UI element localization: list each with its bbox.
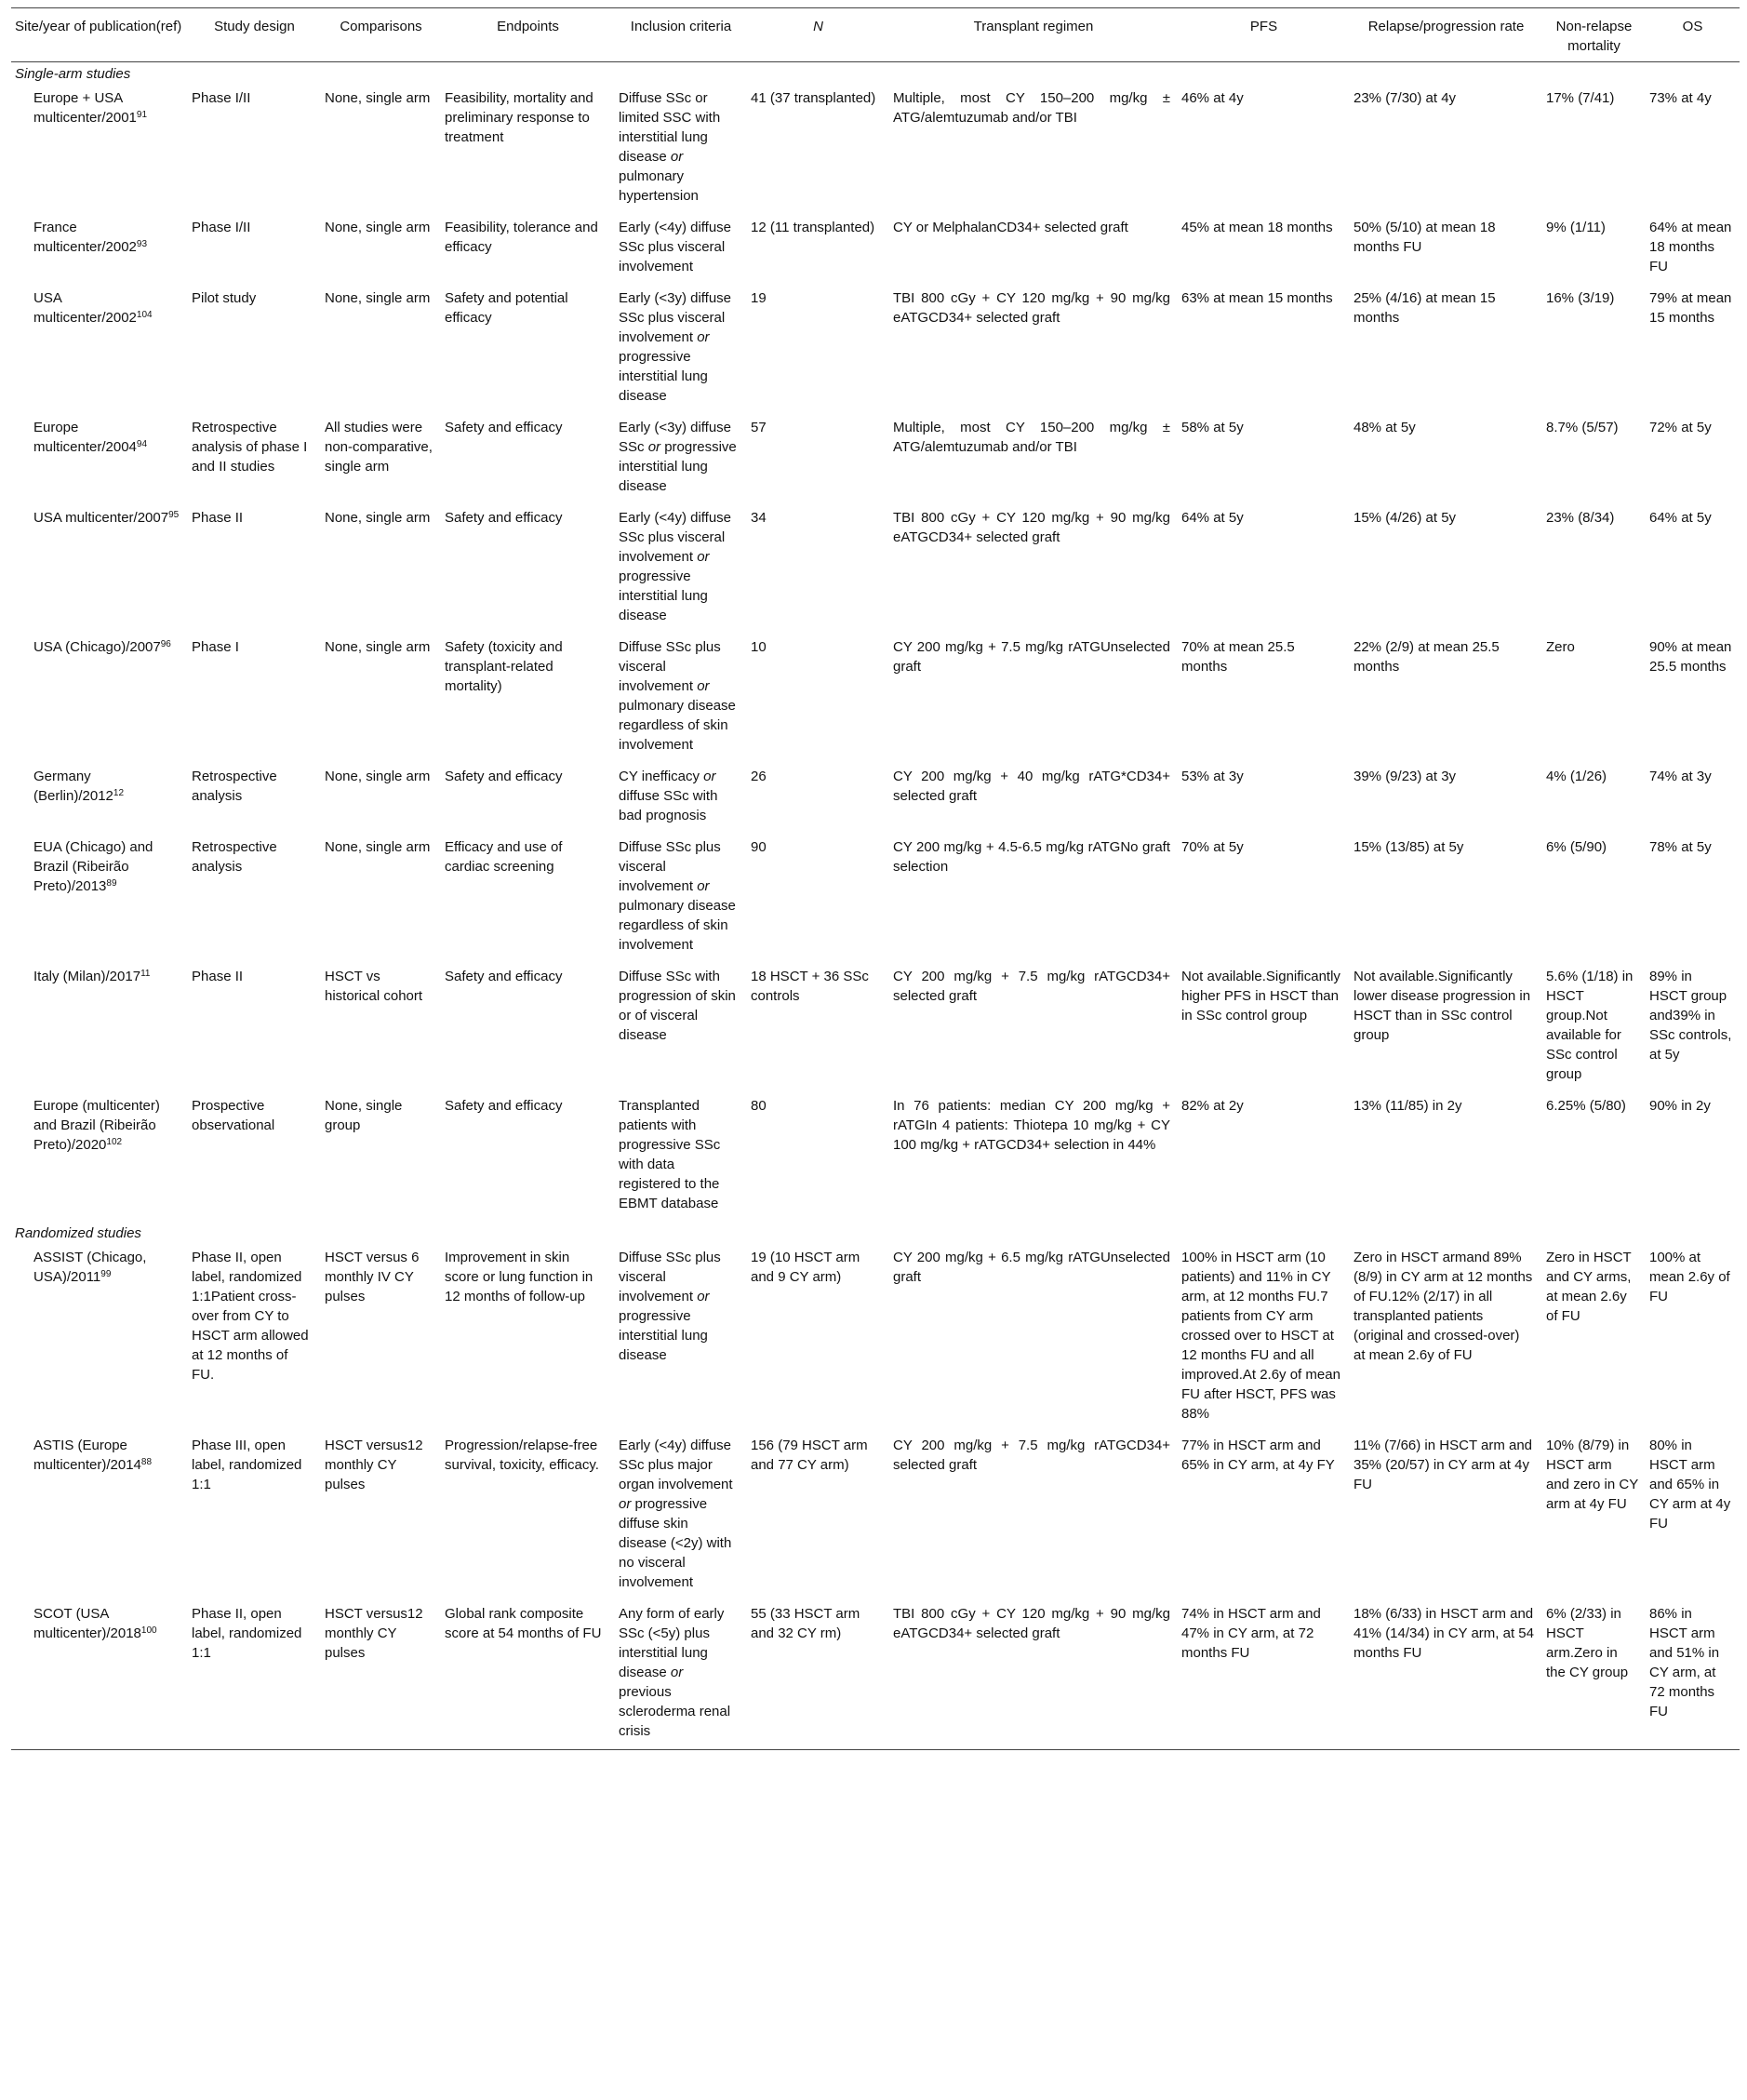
- cell-os: 90% in 2y: [1649, 1098, 1711, 1114]
- inclusion-text: Early (<3y) diffuse SSc: [619, 420, 732, 455]
- inclusion-alt-text: progressive interstitial lung disease: [619, 349, 708, 404]
- cell-site: [11, 963, 188, 1092]
- cell-site: [11, 1432, 188, 1600]
- table-header: [11, 8, 1740, 62]
- table-row: [11, 414, 1740, 504]
- cell-regimen: TBI 800 cGy + CY 120 mg/kg + 90 mg/kg eATGCD34+ selected graft: [893, 290, 1170, 326]
- cell-nrm: 5.6% (1/18) in HSCT group.Not available for SSc control group: [1546, 969, 1634, 1082]
- cell-n: 34: [751, 510, 767, 526]
- table-row: [11, 85, 1740, 214]
- section-row: [11, 1222, 1740, 1244]
- cell-endpoints: Safety (toxicity and transplant-related mortality): [445, 639, 563, 694]
- cell-os: 80% in HSCT arm and 65% in CY arm at 4y FU: [1649, 1438, 1731, 1532]
- inclusion-text: Early (<4y) diffuse SSc plus visceral involvement: [619, 220, 732, 274]
- cell-inclusion: [615, 763, 747, 834]
- cell-endpoints: Safety and efficacy: [445, 1098, 563, 1114]
- cell-n: 55 (33 HSCT arm and 32 CY rm): [747, 1600, 889, 1750]
- section-title: Single-arm studies: [15, 66, 131, 82]
- cell-nrm: Zero in HSCT and CY arms, at mean 2.6y of FU: [1546, 1250, 1632, 1324]
- cell-regimen: CY 200 mg/kg + 4.5-6.5 mg/kg rATGNo graft selection: [893, 839, 1170, 875]
- header-n: N: [747, 8, 889, 62]
- cell-n: 90: [751, 839, 767, 855]
- cell-nrm: 8.7% (5/57): [1546, 420, 1619, 435]
- cell-comparisons: HSCT vs historical cohort: [325, 969, 423, 1004]
- or-word: or: [703, 769, 716, 784]
- inclusion-text: Diffuse SSc plus visceral involvement: [619, 639, 721, 694]
- site-text: Europe + USA multicenter/2001: [33, 90, 137, 126]
- cell-n: 57: [751, 420, 767, 435]
- reference-number: 96: [160, 639, 171, 649]
- cell-nrm: 6.25% (5/80): [1546, 1098, 1626, 1114]
- cell-relapse: 18% (6/33) in HSCT arm and 41% (14/34) in CY arm, at 54 months FU: [1350, 1600, 1542, 1750]
- cell-nrm: 17% (7/41): [1546, 90, 1615, 106]
- cell-regimen: CY or MelphalanCD34+ selected graft: [893, 220, 1128, 235]
- cell-regimen: TBI 800 cGy + CY 120 mg/kg + 90 mg/kg eATGCD34+ selected graft: [893, 510, 1170, 545]
- cell-pfs: 70% at mean 25.5 months: [1181, 639, 1295, 675]
- reference-number: 104: [136, 310, 153, 320]
- site-text: ASSIST (Chicago, USA)/2011: [33, 1250, 147, 1285]
- cell-comparisons: None, single arm: [325, 639, 431, 655]
- cell-os: 78% at 5y: [1649, 839, 1712, 855]
- cell-nrm: 9% (1/11): [1546, 220, 1606, 235]
- cell-site: [11, 85, 188, 214]
- cell-inclusion: [615, 214, 747, 285]
- cell-regimen: CY 200 mg/kg + 7.5 mg/kg rATGUnselected graft: [893, 639, 1170, 675]
- cell-os: 79% at mean 15 months: [1649, 290, 1732, 326]
- table-row: [11, 1432, 1740, 1600]
- cell-design: Phase I/II: [192, 220, 251, 235]
- cell-endpoints: Global rank composite score at 54 months of FU: [441, 1600, 615, 1750]
- cell-n: 18 HSCT + 36 SSc controls: [751, 969, 869, 1004]
- cell-design: Phase II, open label, randomized 1:1: [188, 1600, 321, 1750]
- header-pfs: PFS: [1178, 8, 1350, 62]
- inclusion-text: Any form of early SSc (<5y) plus interstitial lung disease: [619, 1606, 725, 1680]
- cell-relapse: 13% (11/85) in 2y: [1354, 1098, 1462, 1114]
- cell-pfs: 45% at mean 18 months: [1181, 220, 1333, 235]
- cell-regimen: CY 200 mg/kg + 7.5 mg/kg rATGCD34+ selected graft: [893, 1438, 1170, 1473]
- cell-n: 80: [751, 1098, 767, 1114]
- inclusion-alt-text: progressive interstitial lung disease: [619, 1308, 708, 1363]
- header-os: OS: [1646, 8, 1740, 62]
- cell-design: Phase II: [192, 969, 244, 984]
- cell-comparisons: None, single arm: [325, 510, 431, 526]
- cell-relapse: 15% (4/26) at 5y: [1354, 510, 1457, 526]
- cell-pfs: 46% at 4y: [1181, 90, 1244, 106]
- cell-endpoints: Feasibility, mortality and preliminary response to treatment: [445, 90, 593, 145]
- cell-regimen: Multiple, most CY 150–200 mg/kg ± ATG/alemtuzumab and/or TBI: [893, 420, 1170, 455]
- reference-number: 12: [113, 788, 125, 798]
- site-text: SCOT (USA multicenter)/2018: [33, 1606, 141, 1641]
- cell-design: Phase III, open label, randomized 1:1: [192, 1438, 302, 1492]
- cell-pfs: 58% at 5y: [1181, 420, 1244, 435]
- or-word: or: [697, 549, 710, 565]
- or-word: or: [697, 678, 710, 694]
- site-text: EUA (Chicago) and Brazil (Ribeirão Preto)/2013: [33, 839, 153, 894]
- cell-site: [11, 214, 188, 285]
- cell-site: [11, 634, 188, 763]
- cell-inclusion: [615, 634, 747, 763]
- cell-os: 100% at mean 2.6y of FU: [1649, 1250, 1730, 1304]
- or-word: or: [697, 878, 710, 894]
- cell-site: [11, 504, 188, 634]
- cell-site: [11, 763, 188, 834]
- inclusion-text: Diffuse SSc or limited SSC with interstitial lung disease: [619, 90, 721, 165]
- header-inclusion: Inclusion criteria: [615, 8, 747, 62]
- reference-number: 88: [140, 1457, 153, 1467]
- table-body: [11, 62, 1740, 1750]
- reference-number: 95: [168, 510, 180, 520]
- cell-pfs: 63% at mean 15 months: [1181, 290, 1333, 306]
- cell-pfs: 82% at 2y: [1181, 1098, 1244, 1114]
- table-row: [11, 1092, 1740, 1222]
- reference-number: 100: [140, 1625, 157, 1636]
- cell-relapse: 15% (13/85) at 5y: [1354, 839, 1464, 855]
- cell-comparisons: None, single arm: [325, 290, 431, 306]
- cell-inclusion: [615, 963, 747, 1092]
- cell-site: [11, 1244, 188, 1432]
- header-endpoints: Endpoints: [441, 8, 615, 62]
- inclusion-alt-text: progressive diffuse skin disease (<2y) with no visceral involvement: [619, 1496, 732, 1590]
- reference-number: 94: [136, 439, 148, 449]
- cell-pfs: 64% at 5y: [1181, 510, 1244, 526]
- cell-relapse: 22% (2/9) at mean 25.5 months: [1354, 639, 1500, 675]
- cell-relapse: 23% (7/30) at 4y: [1354, 90, 1457, 106]
- table-row: [11, 214, 1740, 285]
- cell-regimen: Multiple, most CY 150–200 mg/kg ± ATG/alemtuzumab and/or TBI: [893, 90, 1170, 126]
- table-row: [11, 634, 1740, 763]
- cell-inclusion: [615, 1432, 747, 1600]
- cell-endpoints: Safety and efficacy: [445, 510, 563, 526]
- inclusion-alt-text: progressive interstitial lung disease: [619, 439, 737, 494]
- or-word: or: [647, 439, 661, 455]
- cell-regimen: In 76 patients: median CY 200 mg/kg + rATGIn 4 patients: Thiotepa 10 mg/kg + CY 100 mg/kg + rATGCD34+ selection in 44%: [893, 1098, 1170, 1153]
- cell-relapse: Not available.Significantly lower disease progression in HSCT than in SSc control group: [1354, 969, 1531, 1043]
- cell-regimen: TBI 800 cGy + CY 120 mg/kg + 90 mg/kg eATGCD34+ selected graft: [889, 1600, 1178, 1750]
- header-relapse: Relapse/progression rate: [1350, 8, 1542, 62]
- cell-n: 19 (10 HSCT arm and 9 CY arm): [751, 1250, 860, 1285]
- table-row: [11, 504, 1740, 634]
- cell-pfs: 70% at 5y: [1181, 839, 1244, 855]
- table-row: [11, 285, 1740, 414]
- reference-number: 93: [136, 239, 148, 249]
- inclusion-text: Diffuse SSc with progression of skin or of visceral disease: [619, 969, 736, 1043]
- cell-inclusion: [615, 285, 747, 414]
- reference-number: 91: [136, 110, 148, 120]
- cell-pfs: 77% in HSCT arm and 65% in CY arm, at 4y FY: [1181, 1438, 1335, 1473]
- cell-comparisons: HSCT versus12 monthly CY pulses: [321, 1600, 441, 1750]
- cell-endpoints: Safety and efficacy: [445, 420, 563, 435]
- cell-endpoints: Safety and efficacy: [445, 769, 563, 784]
- cell-design: Pilot study: [192, 290, 257, 306]
- cell-pfs: Not available.Significantly higher PFS in HSCT than in SSc control group: [1181, 969, 1340, 1023]
- cell-endpoints: Efficacy and use of cardiac screening: [445, 839, 563, 875]
- inclusion-text: Early (<4y) diffuse SSc plus visceral involvement: [619, 510, 732, 565]
- table-row: [11, 963, 1740, 1092]
- header-nrm: Non-relapse mortality: [1542, 8, 1646, 62]
- cell-os: 64% at mean 18 months FU: [1649, 220, 1732, 274]
- cell-inclusion: [615, 414, 747, 504]
- cell-n: 10: [751, 639, 767, 655]
- cell-endpoints: Progression/relapse-free survival, toxicity, efficacy.: [445, 1438, 599, 1473]
- cell-relapse: 25% (4/16) at mean 15 months: [1354, 290, 1496, 326]
- cell-design: Retrospective analysis: [192, 769, 277, 804]
- site-text: USA (Chicago)/2007: [33, 639, 161, 655]
- cell-comparisons: None, single arm: [325, 90, 431, 106]
- inclusion-alt-text: diffuse SSc with bad prognosis: [619, 788, 718, 823]
- site-text: ASTIS (Europe multicenter)/2014: [33, 1438, 141, 1473]
- inclusion-text: Early (<4y) diffuse SSc plus major organ involvement: [619, 1438, 733, 1492]
- cell-os: 89% in HSCT group and39% in SSc controls, at 5y: [1649, 969, 1732, 1063]
- or-word: or: [670, 149, 684, 165]
- cell-n: 156 (79 HSCT arm and 77 CY arm): [751, 1438, 868, 1473]
- cell-os: 73% at 4y: [1649, 90, 1712, 106]
- inclusion-alt-text: previous scleroderma renal crisis: [619, 1684, 731, 1739]
- cell-relapse: 39% (9/23) at 3y: [1354, 769, 1457, 784]
- cell-site: [11, 1092, 188, 1222]
- header-regimen: Transplant regimen: [889, 8, 1178, 62]
- inclusion-text: Transplanted patients with progressive SSc with data registered to the EBMT database: [619, 1098, 721, 1211]
- inclusion-alt-text: pulmonary hypertension: [619, 168, 699, 204]
- cell-design: Phase I/II: [192, 90, 251, 106]
- cell-design: Phase II, open label, randomized 1:1Patient cross-over from CY to HSCT arm allowed at 12 months of FU.: [192, 1250, 309, 1383]
- table-row: [11, 763, 1740, 834]
- cell-pfs: 74% in HSCT arm and 47% in CY arm, at 72 months FU: [1178, 1600, 1350, 1750]
- or-word: or: [697, 329, 710, 345]
- cell-nrm: 23% (8/34): [1546, 510, 1615, 526]
- table-row: [11, 1244, 1740, 1432]
- cell-relapse: Zero in HSCT armand 89% (8/9) in CY arm at 12 months of FU.12% (2/17) in all transplanted patients (original and crossed-over) at mean 2.6y of FU: [1354, 1250, 1533, 1363]
- cell-comparisons: HSCT versus12 monthly CY pulses: [325, 1438, 423, 1492]
- cell-site: [11, 285, 188, 414]
- cell-comparisons: None, single arm: [325, 839, 431, 855]
- cell-inclusion: [615, 504, 747, 634]
- cell-os: 74% at 3y: [1649, 769, 1712, 784]
- cell-endpoints: Feasibility, tolerance and efficacy: [445, 220, 598, 255]
- cell-nrm: 4% (1/26): [1546, 769, 1607, 784]
- studies-table: [11, 7, 1740, 1750]
- cell-comparisons: None, single arm: [325, 769, 431, 784]
- cell-inclusion: [615, 1244, 747, 1432]
- inclusion-text: Diffuse SSc plus visceral involvement: [619, 839, 721, 894]
- cell-design: Prospective observational: [192, 1098, 275, 1133]
- inclusion-text: Diffuse SSc plus visceral involvement: [619, 1250, 721, 1304]
- cell-comparisons: HSCT versus 6 monthly IV CY pulses: [325, 1250, 420, 1304]
- cell-nrm: 6% (2/33) in HSCT arm.Zero in the CY group: [1542, 1600, 1646, 1750]
- site-text: Europe (multicenter) and Brazil (Ribeirão Preto)/2020: [33, 1098, 160, 1153]
- reference-number: 99: [100, 1269, 112, 1279]
- reference-number: 11: [140, 969, 151, 979]
- cell-inclusion: [615, 834, 747, 963]
- cell-design: Retrospective analysis: [192, 839, 277, 875]
- cell-relapse: 11% (7/66) in HSCT arm and 35% (20/57) in CY arm at 4y FU: [1354, 1438, 1533, 1492]
- cell-relapse: 50% (5/10) at mean 18 months FU: [1354, 220, 1496, 255]
- cell-nrm: 16% (3/19): [1546, 290, 1615, 306]
- site-text: Europe multicenter/2004: [33, 420, 137, 455]
- cell-comparisons: All studies were non-comparative, single arm: [325, 420, 433, 475]
- header-comparisons: Comparisons: [321, 8, 441, 62]
- cell-os: 90% at mean 25.5 months: [1649, 639, 1732, 675]
- or-word: or: [619, 1496, 632, 1512]
- cell-os: 86% in HSCT arm and 51% in CY arm, at 72 months FU: [1646, 1600, 1740, 1750]
- section-title: Randomized studies: [15, 1225, 141, 1241]
- inclusion-text: Early (<3y) diffuse SSc plus visceral involvement: [619, 290, 732, 345]
- cell-relapse: 48% at 5y: [1354, 420, 1416, 435]
- cell-endpoints: Improvement in skin score or lung function in 12 months of follow-up: [445, 1250, 593, 1304]
- cell-regimen: CY 200 mg/kg + 7.5 mg/kg rATGCD34+ selected graft: [893, 969, 1170, 1004]
- cell-pfs: 100% in HSCT arm (10 patients) and 11% in CY arm, at 12 months FU.7 patients from CY arm crossed over to HSCT at 12 months FU and all improved.At 2.6y of mean FU after HSCT, PFS was 88%: [1181, 1250, 1340, 1422]
- cell-n: 19: [751, 290, 767, 306]
- site-text: Germany (Berlin)/2012: [33, 769, 113, 804]
- site-text: USA multicenter/2002: [33, 290, 137, 326]
- or-word: or: [697, 1289, 710, 1304]
- cell-inclusion: [615, 1092, 747, 1222]
- cell-os: 64% at 5y: [1649, 510, 1712, 526]
- header-site: Site/year of publication(ref): [11, 8, 188, 62]
- cell-nrm: Zero: [1546, 639, 1575, 655]
- reference-number: 89: [106, 878, 117, 889]
- cell-design: Retrospective analysis of phase I and II studies: [192, 420, 308, 475]
- cell-site: [11, 414, 188, 504]
- cell-nrm: 10% (8/79) in HSCT arm and zero in CY arm at 4y FU: [1546, 1438, 1638, 1512]
- table-row: [11, 834, 1740, 963]
- cell-site: [11, 1600, 188, 1750]
- cell-endpoints: Safety and efficacy: [445, 969, 563, 984]
- table-row: [11, 1600, 1740, 1750]
- cell-n: 12 (11 transplanted): [751, 220, 875, 235]
- or-word: or: [670, 1665, 684, 1680]
- inclusion-alt-text: progressive interstitial lung disease: [619, 568, 708, 623]
- cell-regimen: CY 200 mg/kg + 6.5 mg/kg rATGUnselected graft: [893, 1250, 1170, 1285]
- header-design: Study design: [188, 8, 321, 62]
- site-text: USA multicenter/2007: [33, 510, 169, 526]
- inclusion-alt-text: pulmonary disease regardless of skin involvement: [619, 898, 736, 953]
- table-container: [11, 7, 1740, 1750]
- cell-comparisons: None, single arm: [325, 220, 431, 235]
- cell-site: [11, 834, 188, 963]
- cell-inclusion: [615, 85, 747, 214]
- section-row: [11, 62, 1740, 86]
- cell-comparisons: None, single group: [325, 1098, 403, 1133]
- inclusion-alt-text: pulmonary disease regardless of skin involvement: [619, 698, 736, 753]
- cell-pfs: 53% at 3y: [1181, 769, 1244, 784]
- cell-n: 26: [751, 769, 767, 784]
- cell-inclusion: [615, 1600, 747, 1750]
- reference-number: 102: [106, 1137, 123, 1147]
- cell-design: Phase II: [192, 510, 244, 526]
- cell-design: Phase I: [192, 639, 239, 655]
- cell-n: 41 (37 transplanted): [751, 90, 876, 106]
- cell-endpoints: Safety and potential efficacy: [445, 290, 568, 326]
- cell-nrm: 6% (5/90): [1546, 839, 1607, 855]
- cell-os: 72% at 5y: [1649, 420, 1712, 435]
- site-text: France multicenter/2002: [33, 220, 137, 255]
- site-text: Italy (Milan)/2017: [33, 969, 141, 984]
- inclusion-text: CY inefficacy: [619, 769, 700, 784]
- cell-regimen: CY 200 mg/kg + 40 mg/kg rATG*CD34+ selected graft: [893, 769, 1170, 804]
